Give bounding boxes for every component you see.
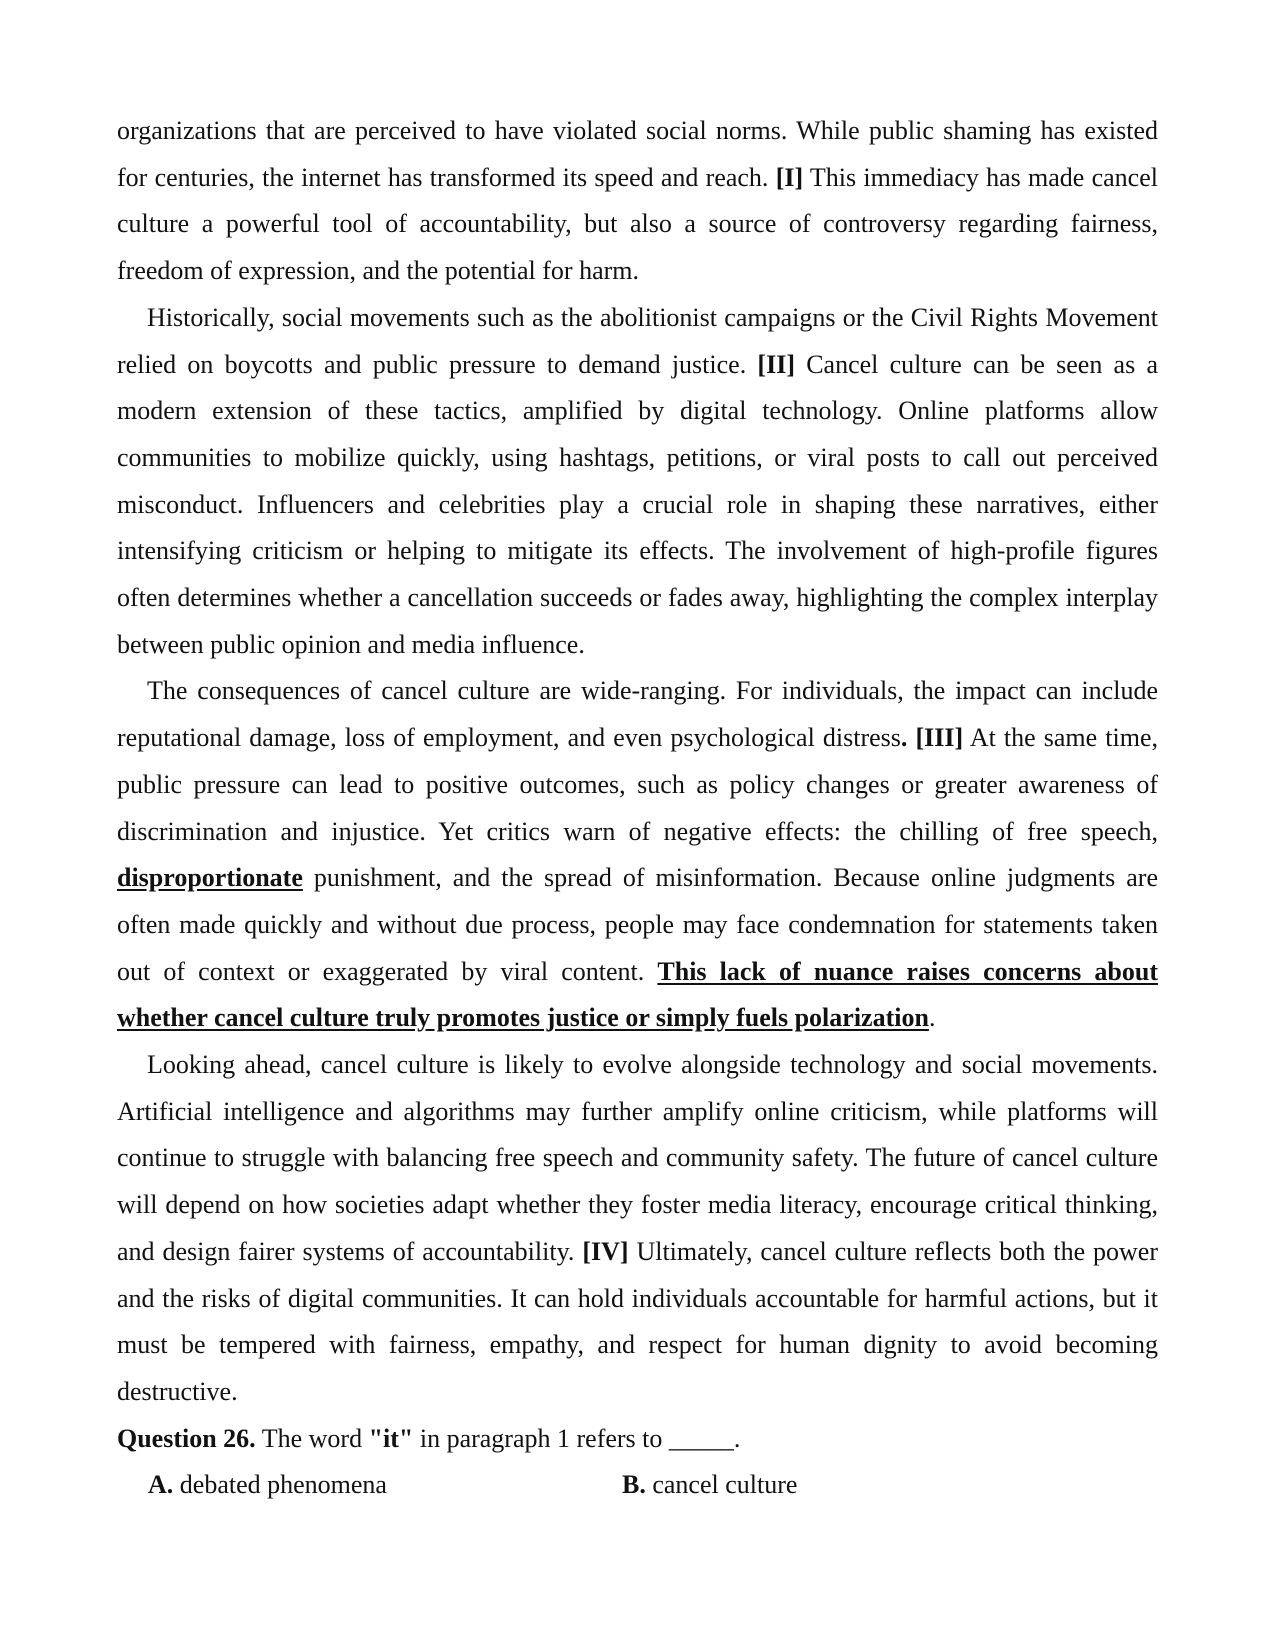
paragraph-2 xyxy=(117,295,1158,669)
paragraph-1-text-a: organizations that are perceived to have violated social norms. While public shaming has existed for centuries, the internet has transformed its speed and reach. xyxy=(117,116,1158,192)
paragraph-4-text-b: Ultimately, cancel culture reflects both the power and the risks of digital communities. It can hold individuals accountable for harmful actions, but it must be tempered with fairness, empathy, and respect for human dignity to avoid becoming destructive. xyxy=(117,1236,1159,1406)
paragraph-1 xyxy=(117,108,1158,295)
paragraph-3-text-d: . xyxy=(928,1003,936,1033)
question-number: Question 26. xyxy=(117,1423,256,1453)
option-label: B. xyxy=(622,1470,646,1500)
paragraph-4 xyxy=(117,1042,1158,1416)
paragraph-3-text-c: punishment, and the spread of misinformation. Because online judgments are often made quickly and without due process, people may face condemnation for statements taken out of context or exaggerated by viral content. xyxy=(117,863,1158,986)
question-text-b: in paragraph 1 refers to _____. xyxy=(413,1423,741,1453)
position-marker-iv: [IV] xyxy=(582,1236,629,1266)
paragraph-4-text-a: Looking ahead, cancel culture is likely to evolve alongside technology and social movements. Artificial intelligence and algorithms may further amplify online criticism, while platforms will continue to struggle with balancing free speech and community safety. The future of cancel culture will depend on how societies adapt whether they foster media literacy, encourage critical thinking, and design fairer systems of accountability. xyxy=(117,1050,1158,1266)
document-page xyxy=(117,108,1158,1509)
answer-option-a[interactable] xyxy=(148,1462,622,1509)
highlighted-word: disproportionate xyxy=(117,863,303,893)
answer-option-b[interactable] xyxy=(622,1462,1096,1509)
highlighted-sentence: This lack of nuance raises concerns about whether cancel culture truly promotes justice or simply fuels polarization xyxy=(117,956,1158,1033)
question-26 xyxy=(117,1416,1158,1463)
answer-options xyxy=(117,1462,1158,1509)
option-text: cancel culture xyxy=(645,1470,798,1500)
position-marker-i: [I] xyxy=(775,162,804,192)
position-marker-iii: [III] xyxy=(907,723,964,753)
option-label: A. xyxy=(148,1470,174,1500)
paragraph-3-text-a: The consequences of cancel culture are wide-ranging. For individuals, the impact can include reputational damage, loss of employment, and even psychological distress xyxy=(117,676,1158,753)
paragraph-2-text-a: Historically, social movements such as the abolitionist campaigns or the Civil Rights Movement relied on boycotts and public pressure to demand justice. xyxy=(117,302,1158,379)
question-text-a: The word xyxy=(255,1423,369,1453)
paragraph-3-bold-period: . xyxy=(900,723,908,753)
paragraph-1-text-b: This immediacy has made cancel culture a powerful tool of accountability, but also a source of controversy regarding fairness, freedom of expression, and the potential for harm. xyxy=(117,162,1158,286)
paragraph-2-text-b: Cancel culture can be seen as a modern extension of these tactics, amplified by digital technology. Online platforms allow communities to mobilize quickly, using hashtags, petitions, or viral posts to call out perceived misconduct. Influencers and celebrities play a crucial role in shaping these narratives, either intensifying criticism or helping to mitigate its effects. The involvement of high-profile figures often determines whether a cancellation succeeds or fades away, highlighting the complex interplay between public opinion and media influence. xyxy=(117,349,1158,659)
position-marker-ii: [II] xyxy=(757,349,795,379)
paragraph-3-text-b: At the same time, public pressure can lead to positive outcomes, such as policy changes or greater awareness of discrimination and injustice. Yet critics warn of negative effects: the chilling of free speech, xyxy=(117,723,1158,846)
option-text: debated phenomena xyxy=(173,1470,387,1500)
question-target-word: "it" xyxy=(368,1423,414,1453)
paragraph-3 xyxy=(117,668,1158,1042)
